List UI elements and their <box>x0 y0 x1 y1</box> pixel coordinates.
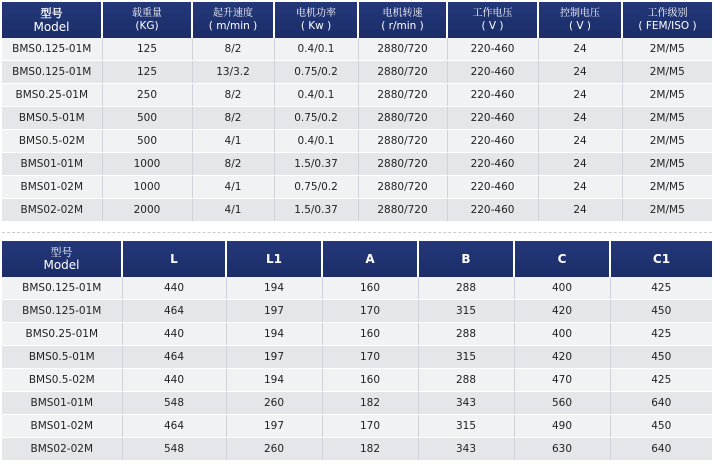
value-cell: 2880/720 <box>358 176 447 199</box>
value-cell: 4/1 <box>192 199 274 222</box>
value-cell: 220-460 <box>447 107 538 130</box>
table-row <box>2 323 712 346</box>
header-dim-c: C <box>514 241 610 277</box>
model-cell: BMS01-01M <box>2 392 122 415</box>
value-cell: 464 <box>122 346 226 369</box>
value-cell: 220-460 <box>447 84 538 107</box>
value-cell: 450 <box>610 415 712 438</box>
value-cell: 470 <box>514 369 610 392</box>
header-dim-b: B <box>418 241 514 277</box>
model-cell: BMS0.25-01M <box>2 323 122 346</box>
value-cell: 490 <box>514 415 610 438</box>
value-cell: 450 <box>610 300 712 323</box>
header-dim-l: L <box>122 241 226 277</box>
table-row <box>2 300 712 323</box>
value-cell: 343 <box>418 392 514 415</box>
value-cell: 1.5/0.37 <box>274 153 358 176</box>
value-cell: 440 <box>122 369 226 392</box>
model-cell: BMS0.5-02M <box>2 369 122 392</box>
model-cell: BMS0.125-01M <box>2 300 122 323</box>
value-cell: 2M/M5 <box>622 61 712 84</box>
value-cell: 464 <box>122 300 226 323</box>
table-row <box>2 84 712 107</box>
value-cell: 560 <box>514 392 610 415</box>
value-cell: 260 <box>226 438 322 461</box>
table-row <box>2 415 712 438</box>
value-cell: 1000 <box>102 176 192 199</box>
table-row <box>2 176 712 199</box>
value-cell: 1.5/0.37 <box>274 199 358 222</box>
value-cell: 315 <box>418 300 514 323</box>
header-motor-power: 电机功率 ( Kw ) <box>274 2 358 38</box>
table-header-row <box>2 2 712 38</box>
value-cell: 2000 <box>102 199 192 222</box>
value-cell: 197 <box>226 300 322 323</box>
model-cell: BMS02-02M <box>2 438 122 461</box>
table-divider <box>2 232 712 236</box>
value-cell: 0.75/0.2 <box>274 61 358 84</box>
value-cell: 24 <box>538 199 622 222</box>
value-cell: 1000 <box>102 153 192 176</box>
value-cell: 170 <box>322 415 418 438</box>
header-model: 型号 Model <box>2 2 102 38</box>
model-cell: BMS0.5-02M <box>2 130 102 153</box>
value-cell: 170 <box>322 300 418 323</box>
value-cell: 260 <box>226 392 322 415</box>
value-cell: 0.4/0.1 <box>274 84 358 107</box>
value-cell: 24 <box>538 107 622 130</box>
value-cell: 8/2 <box>192 107 274 130</box>
model-cell: BMS0.125-01M <box>2 38 102 61</box>
value-cell: 425 <box>610 369 712 392</box>
value-cell: 2M/M5 <box>622 130 712 153</box>
table-row <box>2 153 712 176</box>
model-cell: BMS0.125-01M <box>2 277 122 300</box>
model-cell: BMS0.5-01M <box>2 346 122 369</box>
model-cell: BMS01-02M <box>2 415 122 438</box>
value-cell: 440 <box>122 323 226 346</box>
model-cell: BMS0.125-01M <box>2 61 102 84</box>
value-cell: 315 <box>418 415 514 438</box>
value-cell: 160 <box>322 369 418 392</box>
table-row <box>2 130 712 153</box>
value-cell: 125 <box>102 61 192 84</box>
value-cell: 2880/720 <box>358 38 447 61</box>
value-cell: 425 <box>610 277 712 300</box>
value-cell: 220-460 <box>447 130 538 153</box>
value-cell: 425 <box>610 323 712 346</box>
value-cell: 2M/M5 <box>622 176 712 199</box>
value-cell: 0.75/0.2 <box>274 107 358 130</box>
value-cell: 8/2 <box>192 38 274 61</box>
value-cell: 500 <box>102 130 192 153</box>
table-row <box>2 438 712 461</box>
value-cell: 2M/M5 <box>622 199 712 222</box>
value-cell: 288 <box>418 369 514 392</box>
value-cell: 4/1 <box>192 130 274 153</box>
value-cell: 500 <box>102 107 192 130</box>
value-cell: 420 <box>514 300 610 323</box>
value-cell: 343 <box>418 438 514 461</box>
value-cell: 197 <box>226 346 322 369</box>
header-model: 型号 Model <box>2 241 122 277</box>
table-row <box>2 38 712 61</box>
value-cell: 160 <box>322 323 418 346</box>
value-cell: 182 <box>322 392 418 415</box>
value-cell: 400 <box>514 323 610 346</box>
header-dim-c1: C1 <box>610 241 712 277</box>
table-header-row <box>2 241 712 277</box>
model-cell: BMS02-02M <box>2 199 102 222</box>
header-dim-a: A <box>322 241 418 277</box>
table-row <box>2 107 712 130</box>
value-cell: 2880/720 <box>358 199 447 222</box>
table-row <box>2 392 712 415</box>
electrical-spec-body <box>2 38 712 222</box>
header-dim-l1: L1 <box>226 241 322 277</box>
value-cell: 8/2 <box>192 84 274 107</box>
value-cell: 420 <box>514 346 610 369</box>
value-cell: 160 <box>322 277 418 300</box>
dimension-table <box>2 241 712 461</box>
value-cell: 288 <box>418 323 514 346</box>
model-cell: BMS01-01M <box>2 153 102 176</box>
electrical-spec-table <box>2 2 712 222</box>
value-cell: 2880/720 <box>358 84 447 107</box>
table-row <box>2 199 712 222</box>
value-cell: 24 <box>538 176 622 199</box>
header-lifting-speed: 起升速度 ( m/min ) <box>192 2 274 38</box>
value-cell: 194 <box>226 277 322 300</box>
value-cell: 24 <box>538 61 622 84</box>
value-cell: 24 <box>538 153 622 176</box>
header-motor-speed: 电机转速 ( r/min ) <box>358 2 447 38</box>
value-cell: 2880/720 <box>358 153 447 176</box>
value-cell: 194 <box>226 323 322 346</box>
header-duty-class: 工作级别 ( FEM/ISO ) <box>622 2 712 38</box>
value-cell: 2880/720 <box>358 107 447 130</box>
value-cell: 197 <box>226 415 322 438</box>
value-cell: 220-460 <box>447 61 538 84</box>
value-cell: 440 <box>122 277 226 300</box>
model-cell: BMS01-02M <box>2 176 102 199</box>
model-cell: BMS0.25-01M <box>2 84 102 107</box>
value-cell: 0.75/0.2 <box>274 176 358 199</box>
value-cell: 2M/M5 <box>622 84 712 107</box>
table-row <box>2 61 712 84</box>
value-cell: 220-460 <box>447 199 538 222</box>
value-cell: 4/1 <box>192 176 274 199</box>
value-cell: 400 <box>514 277 610 300</box>
value-cell: 315 <box>418 346 514 369</box>
value-cell: 548 <box>122 392 226 415</box>
value-cell: 450 <box>610 346 712 369</box>
value-cell: 630 <box>514 438 610 461</box>
value-cell: 194 <box>226 369 322 392</box>
value-cell: 2M/M5 <box>622 153 712 176</box>
value-cell: 220-460 <box>447 153 538 176</box>
value-cell: 220-460 <box>447 176 538 199</box>
value-cell: 125 <box>102 38 192 61</box>
value-cell: 2880/720 <box>358 130 447 153</box>
header-working-voltage: 工作电压 ( V ) <box>447 2 538 38</box>
value-cell: 548 <box>122 438 226 461</box>
value-cell: 640 <box>610 392 712 415</box>
value-cell: 170 <box>322 346 418 369</box>
value-cell: 288 <box>418 277 514 300</box>
value-cell: 464 <box>122 415 226 438</box>
value-cell: 640 <box>610 438 712 461</box>
value-cell: 2M/M5 <box>622 38 712 61</box>
header-control-voltage: 控制电压 ( V ) <box>538 2 622 38</box>
table-row <box>2 277 712 300</box>
value-cell: 2M/M5 <box>622 107 712 130</box>
value-cell: 2880/720 <box>358 61 447 84</box>
value-cell: 13/3.2 <box>192 61 274 84</box>
value-cell: 0.4/0.1 <box>274 130 358 153</box>
table-row <box>2 369 712 392</box>
value-cell: 0.4/0.1 <box>274 38 358 61</box>
value-cell: 220-460 <box>447 38 538 61</box>
value-cell: 8/2 <box>192 153 274 176</box>
value-cell: 24 <box>538 84 622 107</box>
header-load-capacity: 载重量 (KG) <box>102 2 192 38</box>
value-cell: 24 <box>538 38 622 61</box>
value-cell: 182 <box>322 438 418 461</box>
model-cell: BMS0.5-01M <box>2 107 102 130</box>
value-cell: 24 <box>538 130 622 153</box>
dimension-body <box>2 277 712 461</box>
table-row <box>2 346 712 369</box>
value-cell: 250 <box>102 84 192 107</box>
